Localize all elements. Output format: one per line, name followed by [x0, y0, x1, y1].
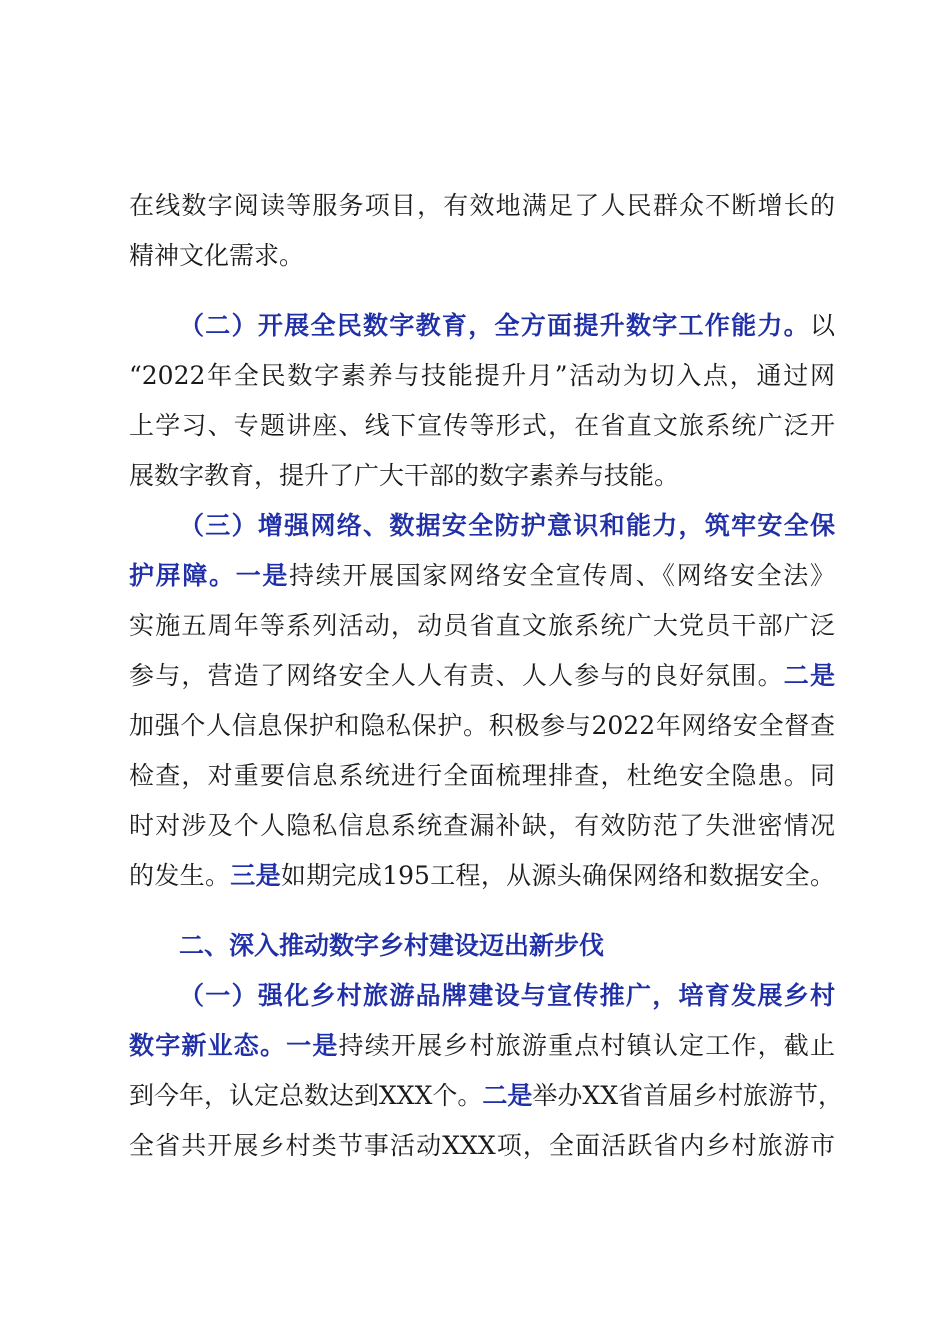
body-text: “2022年全民数字素养与技能提升月”活动为切入点，通过网	[129, 361, 835, 390]
section-title-line	[179, 929, 604, 963]
subheading-bold: （二）开展全民数字教育，全方面提升数字工作能力。	[179, 311, 810, 340]
body-text: 举办XX省首届乡村旅游节，	[532, 1081, 844, 1110]
body-text: 全省共开展乡村类节事活动XXX项，全面活跃省内乡村旅游市	[129, 1131, 835, 1160]
body-text: 实施五周年等系列活动，动员省直文旅系统广大党员干部广泛	[129, 611, 835, 640]
keyword-bold: 二是	[482, 1081, 533, 1110]
body-line	[129, 1129, 835, 1163]
body-text: 精神文化需求。	[129, 241, 305, 270]
body-text: 加强个人信息保护和隐私保护。积极参与2022年网络安全督查	[129, 711, 835, 740]
body-line	[129, 859, 835, 893]
body-line	[129, 759, 835, 793]
body-line	[129, 709, 835, 743]
subheading-bold: 数字新业态。	[129, 1031, 287, 1060]
body-text: 如期完成195工程，从源头确保网络和数据安全。	[280, 861, 835, 890]
body-text: 时对涉及个人隐私信息系统查漏补缺，有效防范了失泄密情况	[129, 811, 835, 840]
body-line	[129, 1029, 835, 1063]
body-text: 检查，对重要信息系统进行全面梳理排查，杜绝安全隐患。同	[129, 761, 835, 790]
subheading-line	[179, 979, 835, 1013]
keyword-bold: 三是	[230, 861, 281, 890]
body-text: 持续开展国家网络安全宣传周、《网络安全法》	[289, 561, 835, 590]
body-text: 以	[809, 311, 835, 340]
body-line	[129, 459, 679, 493]
body-text: 展数字教育，提升了广大干部的数字素养与技能。	[129, 461, 680, 490]
body-text: 的发生。	[129, 861, 231, 890]
body-line	[129, 409, 835, 443]
body-text: 参与，营造了网络安全人人有责、人人参与的良好氛围。	[129, 661, 784, 690]
body-line	[129, 189, 835, 223]
body-line	[129, 359, 835, 393]
body-text: 到今年，认定总数达到XXX个。	[129, 1081, 483, 1110]
body-text: 持续开展乡村旅游重点村镇认定工作，截止	[338, 1031, 835, 1060]
subheading-bold: （三）增强网络、数据安全防护意识和能力，筑牢安全保	[179, 511, 835, 540]
body-line	[129, 239, 304, 273]
subheading-line	[179, 509, 835, 543]
keyword-bold: 一是	[286, 1031, 339, 1060]
subheading-bold: （一）强化乡村旅游品牌建设与宣传推广，培育发展乡村	[179, 981, 835, 1010]
section-title: 二、深入推动数字乡村建设迈出新步伐	[179, 931, 605, 960]
keyword-bold: 一是	[235, 561, 290, 590]
body-line	[129, 1079, 844, 1113]
body-line	[129, 659, 835, 693]
subheading-line	[179, 309, 835, 343]
keyword-bold: 二是	[783, 661, 835, 690]
body-text: 在线数字阅读等服务项目，有效地满足了人民群众不断增长的	[129, 191, 835, 220]
body-text: 上学习、专题讲座、线下宣传等形式，在省直文旅系统广泛开	[129, 411, 835, 440]
body-line	[129, 559, 835, 593]
body-line	[129, 809, 835, 843]
subheading-bold: 护屏障。	[129, 561, 236, 590]
body-line	[129, 609, 835, 643]
